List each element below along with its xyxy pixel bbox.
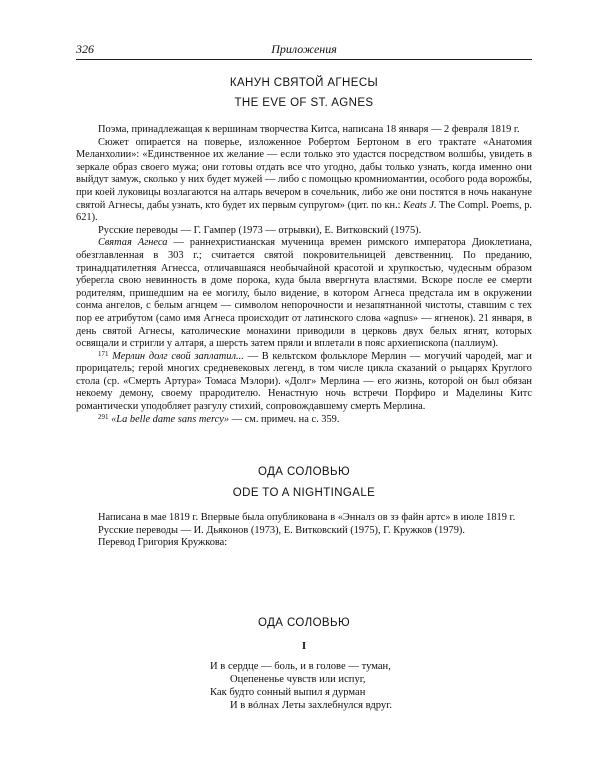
section-title-ru-2: ОДА СОЛОВЬЮ <box>258 466 350 478</box>
header-rule <box>76 59 532 60</box>
poem-line: И в сердце — боль, и в голове — туман, <box>210 661 391 672</box>
paragraph: Написана в мае 1819 г. Впервые была опубликована в «Энналз ов зэ файн артс» в июле 1819 г. <box>98 512 516 523</box>
poem-line: Оцепененье чувств или испуг, <box>230 674 366 685</box>
poem-stanza <box>210 660 510 712</box>
commentary-block <box>76 124 532 426</box>
paragraph: Русские переводы — Г. Гампер (1973 — отрывки), Е. Витковский (1975). <box>98 224 422 236</box>
page-number: 326 <box>76 42 94 56</box>
term: Мерлин долг свой заплатил... <box>112 350 244 362</box>
running-head <box>76 42 532 60</box>
stanza-number: I <box>301 640 307 652</box>
note-number: 171 <box>98 349 109 358</box>
paragraph: Русские переводы — И. Дьяконов (1973), Е. Витковский (1975), Г. Кружков (1979). <box>98 524 465 536</box>
poem-line: Как будто сонный выпил я дурман <box>210 687 366 698</box>
term: Святая Агнеса <box>98 237 168 249</box>
section-title-ru: КАНУН СВЯТОЙ АГНЕСЫ <box>229 77 379 89</box>
ode-commentary-block <box>76 512 532 550</box>
paragraph: Святая Агнеса — раннехристианская мученица времен римского императора Диоклетиана, обезглавленная в 303 г.; считается святой покровительницей девственниц. По преданию, тринадцатилетняя Агнесса, отличавшаяся необычайной красотой и хрупкостью, чудесным образом уберегла свою невинность в доме порока, куда была ввергнута властями. Вскоре после ее смерти родителям, пришедшим на ее могилу, было видение, в котором Агнеса предстала им в окружении сонма ангелов, с белым агнцем — символом непорочности и незапятнанной чистоты, ставшим с тех пор ее атрибутом (само имя Агнеса происходит от латинского слова «agnus» — ягненок). 21 января, в день святой Агнесы, католические монахини приводили в церковь двух белых ягнят, которых освящали и стригли у алтаря, а шерсть затем пряли и вплетали в пояс архиепископа (паллиум). <box>76 237 532 350</box>
poem-title: ОДА СОЛОВЬЮ <box>258 617 350 629</box>
term: «La belle dame sans mercy» <box>111 413 230 425</box>
paragraph: Перевод Григория Кружкова: <box>98 537 228 549</box>
note-number: 291 <box>98 412 109 421</box>
paragraph: Поэма, принадлежащая к вершинам творчества Китса, написана 18 января — 2 февраля 1819 г. <box>98 124 520 135</box>
poem-line: И в вóлнах Леты захлебнулся вдруг. <box>230 700 393 711</box>
running-title: Приложения <box>271 42 337 56</box>
note-291: $^{291}$ «La belle dame sans mercy» — см. примеч. на с. 359. <box>98 412 340 425</box>
note-171: $^{171}$ Мерлин долг свой заплатил... — В кельтском фольклоре Мерлин — могучий чародей, маг и прорицатель; герой многих средневековых легенд, в том числе цикла сказаний о рыцарях Круглого стола (ср. «Смерть Артура» Томаса Мэлори). «Долг» Мерлина — его жизнь, которой он был обязан некоему демону, своему прародителю. Ненастную ночь встречи Порфиро и Маделины Китс романтически уподобляет разгулу стихий, сопровождавшему смерть Мерлина. <box>76 349 532 413</box>
paragraph: Сюжет опирается на поверье, изложенное Робертом Бертоном в его трактате «Анатомия Меланхолии»: «Единственное их желание — если только это удастся посредством волшбы, увидеть в зеркале образ своего мужа; они готовы отдать все что угодно, дабы только узнать, когда именно они выйдут замуж, сколько у них будет мужей — либо с помощью кромниомантии, особого рода ворожбы, при коей луковицы возлагаются на алтарь вечером в сочельник, либо же они постятся в ночь накануне святой Агнесы, дабы узнать, кто будет их первым супругом» (цит. по кн.: Keats J. The Compl. Poems, p. 621). <box>76 136 532 224</box>
citation: Keats J. <box>403 199 437 211</box>
section-title-en: THE EVE OF ST. AGNES <box>234 97 374 109</box>
section-title-en-2: ODE TO A NIGHTINGALE <box>232 487 376 499</box>
